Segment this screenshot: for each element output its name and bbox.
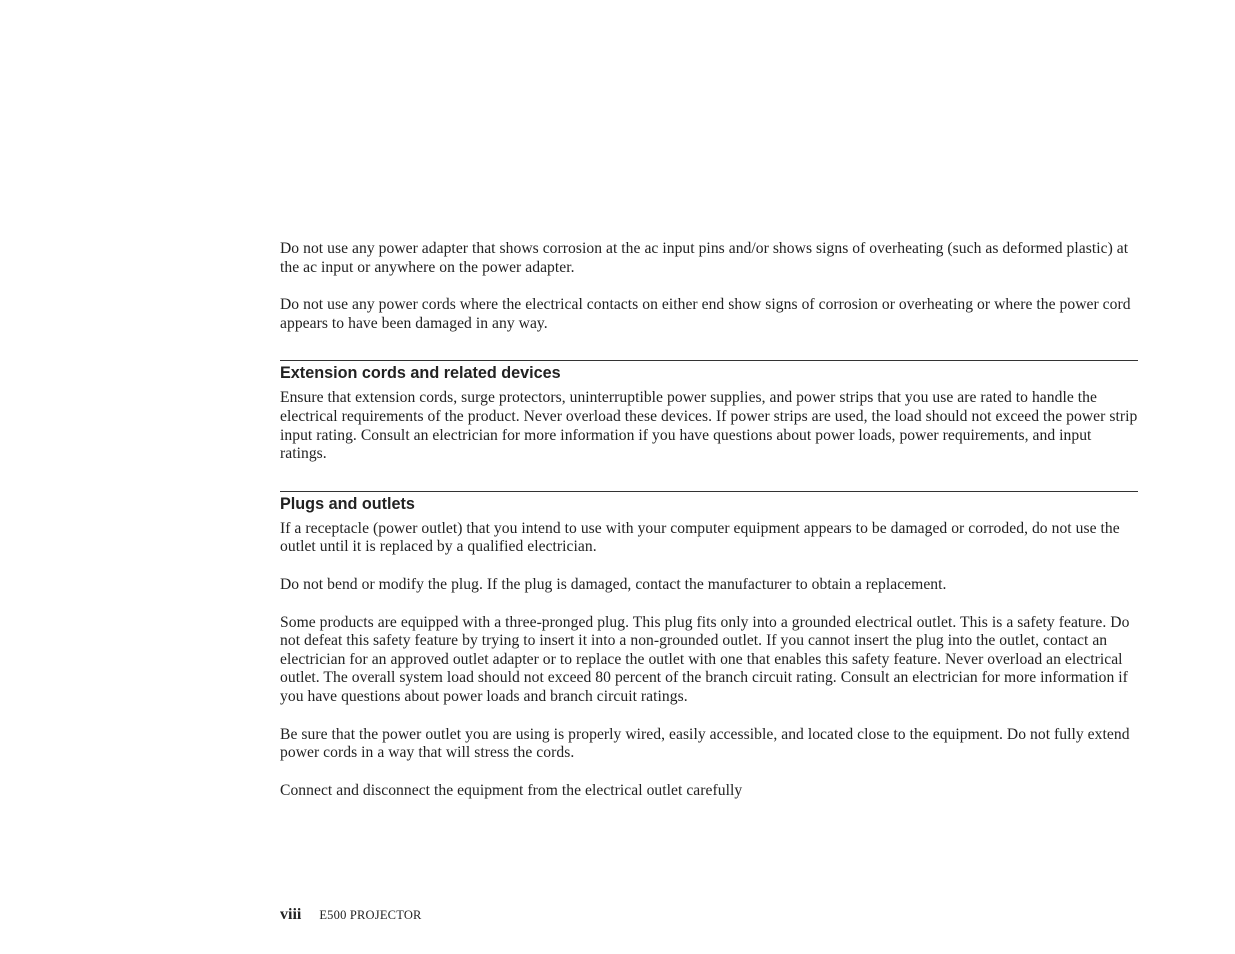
intro-paragraph-adapter: Do not use any power adapter that shows corrosion at the ac input pins and/or shows signs of overheating (such as deformed plastic) at the ac input or anywhere on the power adapter.: [280, 240, 1129, 276]
section-heading-extension-cords: Extension cords and related devices: [280, 364, 561, 383]
paragraph-three-pronged: Some products are equipped with a three-pronged plug. This plug fits only into a grounded electrical outlet. This is a safety feature. Do not defeat this safety feature by trying to insert it into a non-grounded outlet. If you cannot insert the plug into the outlet, contact an electrician for an approved outlet adapter or to replace the outlet with one that enables this safety feature. Never overload an electrical outlet. The overall system load should not exceed 80 percent of the branch circuit rating. Consult an electrician for more information if you have questions about power loads and branch circuit ratings.: [280, 613, 1130, 705]
paragraph-plug-modify: Do not bend or modify the plug. If the plug is damaged, contact the manufacturer to obtain a replacement.: [280, 575, 947, 593]
document-title: E500 PROJECTOR: [319, 908, 422, 922]
section-plugs-outlets: [280, 491, 1138, 801]
page-footer: [280, 906, 422, 924]
page-content: [280, 240, 1138, 800]
paragraph-connect-disconnect: Connect and disconnect the equipment from the electrical outlet carefully: [280, 781, 743, 799]
page-number: viii: [280, 906, 302, 923]
section-extension-cords: [280, 360, 1138, 463]
intro-paragraph-power-cords: Do not use any power cords where the electrical contacts on either end show signs of corrosion or overheating or where the power cord appears to have been damaged in any way.: [280, 296, 1131, 332]
section-heading-plugs-outlets: Plugs and outlets: [280, 494, 415, 513]
paragraph-extension-cords: Ensure that extension cords, surge protectors, uninterruptible power supplies, and power strips that you use are rated to handle the electrical requirements of the product. Never overload these devices. If power strips are used, the load should not exceed the power strip input rating. Consult an electrician for more information if you have questions about power loads, power requirements, and input ratings.: [280, 389, 1138, 463]
paragraph-receptacle: If a receptacle (power outlet) that you intend to use with your computer equipment appears to be damaged or corroded, do not use the outlet until it is replaced by a qualified electrician.: [280, 519, 1120, 556]
paragraph-outlet-wiring: Be sure that the power outlet you are using is properly wired, easily accessible, and located close to the equipment. Do not fully extend power cords in a way that will stress the cords.: [280, 725, 1130, 762]
